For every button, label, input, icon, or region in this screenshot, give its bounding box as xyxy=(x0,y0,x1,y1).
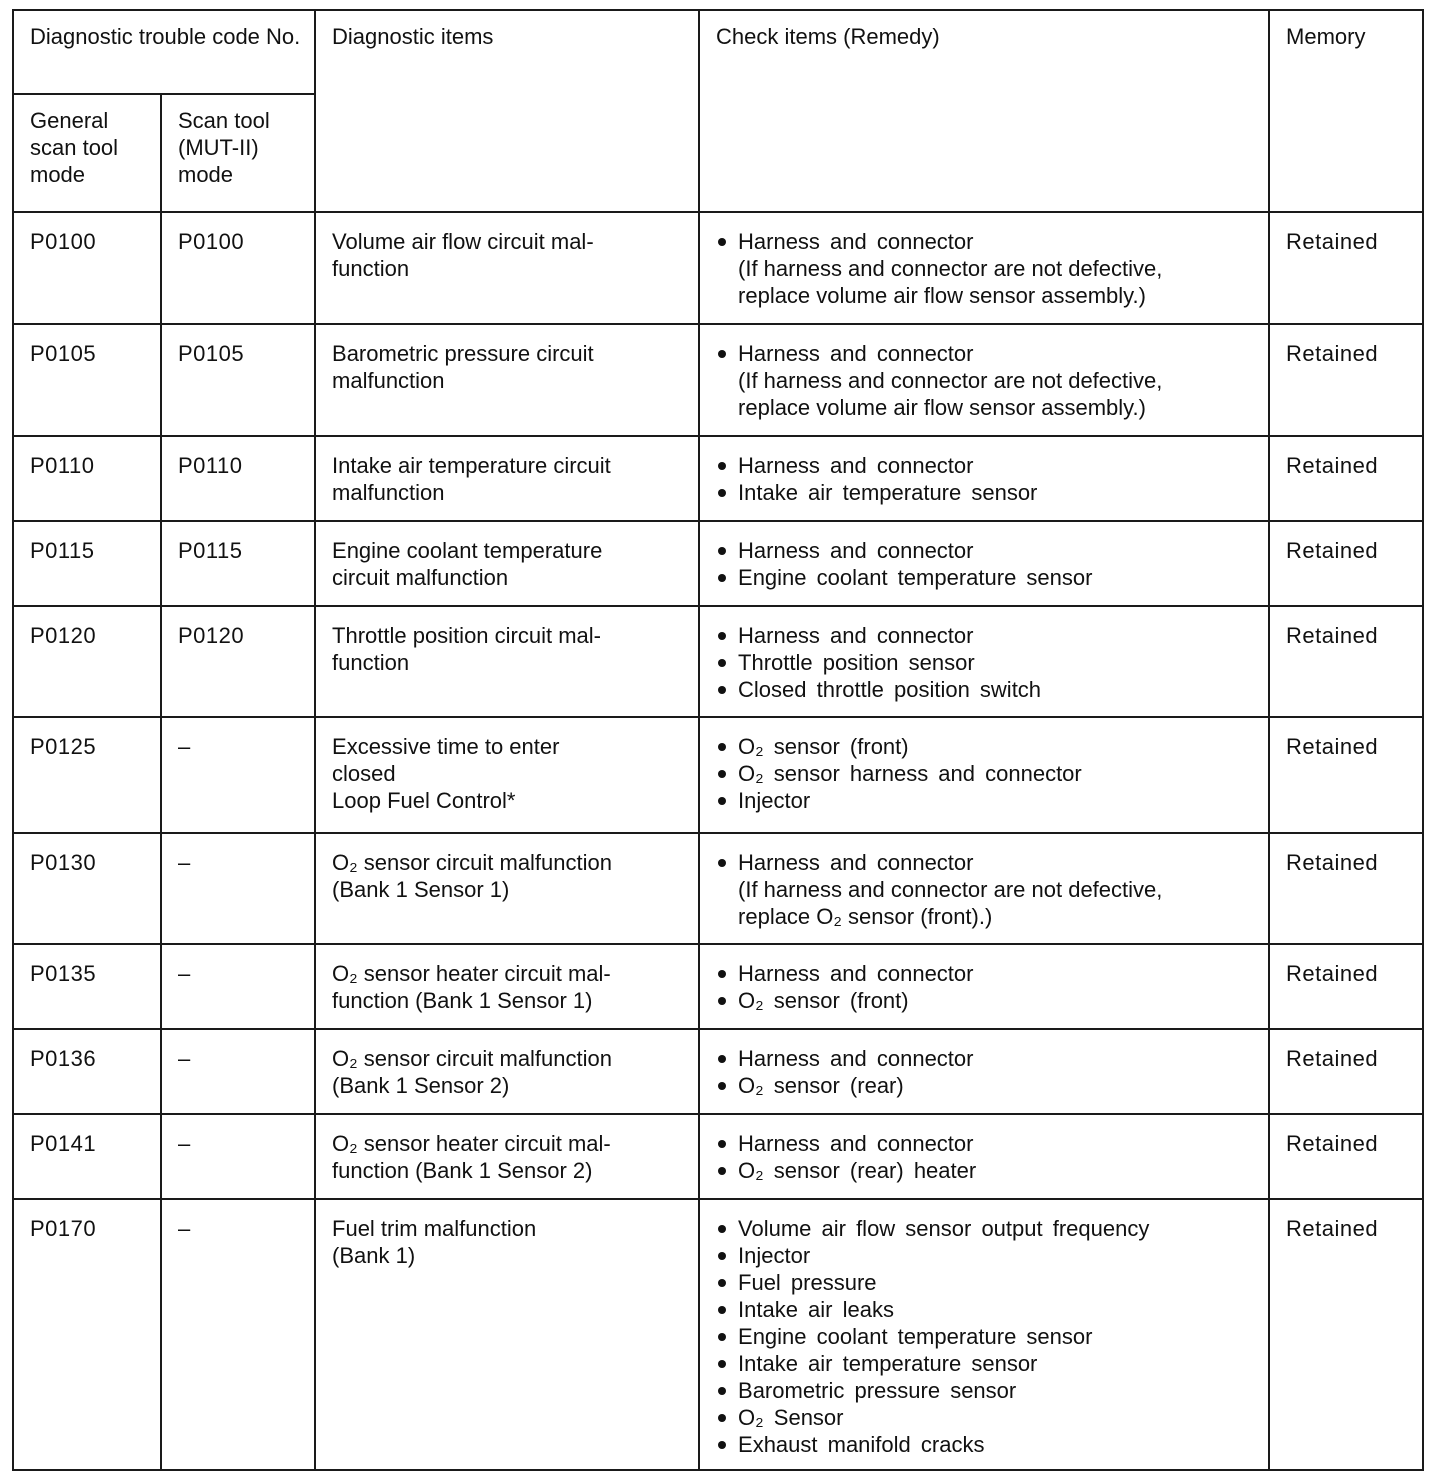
header-diagnostic-items: Diagnostic items xyxy=(315,10,699,212)
memory-cell: Retained xyxy=(1269,1114,1423,1199)
table-row xyxy=(13,833,1423,944)
remedy-note: (If harness and connector are not defective, xyxy=(738,256,1163,281)
general-code-cell: P0100 xyxy=(13,212,161,324)
check-item: Harness and connector xyxy=(716,340,1256,367)
dtc-table xyxy=(12,9,1424,1471)
check-items-list xyxy=(716,340,1256,367)
memory-cell: Retained xyxy=(1269,212,1423,324)
table-row xyxy=(13,717,1423,833)
diagnostic-item-line: Fuel trim malfunction xyxy=(332,1216,537,1241)
scan-code-cell: – xyxy=(161,1199,315,1470)
scan-code-cell: P0120 xyxy=(161,606,315,717)
check-item: O₂ Sensor xyxy=(716,1404,1256,1431)
check-items-list xyxy=(716,960,1256,1014)
check-item: Harness and connector xyxy=(716,622,1256,649)
scan-code-cell: – xyxy=(161,944,315,1029)
diagnostic-item-cell xyxy=(315,1199,699,1470)
dtc-table-body xyxy=(13,212,1423,1470)
table-row xyxy=(13,1199,1423,1470)
scan-code-cell: – xyxy=(161,1029,315,1114)
diagnostic-item-cell xyxy=(315,324,699,436)
check-items-list xyxy=(716,1045,1256,1099)
scan-code-cell: P0105 xyxy=(161,324,315,436)
diagnostic-item-cell xyxy=(315,717,699,833)
diagnostic-item-line: closed xyxy=(332,761,396,786)
header-general-scan-tool-mode: General scan tool mode xyxy=(13,94,161,212)
diagnostic-item-cell xyxy=(315,212,699,324)
check-item: Harness and connector xyxy=(716,1130,1256,1157)
general-code-cell: P0136 xyxy=(13,1029,161,1114)
diagnostic-item-line: Excessive time to enter xyxy=(332,734,560,759)
check-items-list xyxy=(716,1130,1256,1184)
diagnostic-item-line: O₂ sensor heater circuit mal- xyxy=(332,961,611,986)
check-items-list xyxy=(716,228,1256,255)
diagnostic-item-cell xyxy=(315,436,699,521)
diagnostic-item-cell xyxy=(315,606,699,717)
diagnostic-item-line: Volume air flow circuit mal- xyxy=(332,229,594,254)
diagnostic-item-cell xyxy=(315,944,699,1029)
check-item: Harness and connector xyxy=(716,537,1256,564)
diagnostic-item-line: malfunction xyxy=(332,368,445,393)
scan-code-cell: P0100 xyxy=(161,212,315,324)
memory-cell: Retained xyxy=(1269,606,1423,717)
memory-cell: Retained xyxy=(1269,1029,1423,1114)
remedy-note: replace O₂ sensor (front).) xyxy=(738,904,993,929)
check-items-list xyxy=(716,537,1256,591)
diagnostic-item-line: Throttle position circuit mal- xyxy=(332,623,601,648)
diagnostic-item-line: O₂ sensor heater circuit mal- xyxy=(332,1131,611,1156)
general-code-cell: P0120 xyxy=(13,606,161,717)
table-row xyxy=(13,944,1423,1029)
header-memory: Memory xyxy=(1269,10,1423,212)
check-item: O₂ sensor (front) xyxy=(716,987,1256,1014)
diagnostic-item-line: (Bank 1) xyxy=(332,1243,416,1268)
memory-cell: Retained xyxy=(1269,521,1423,606)
check-item: Harness and connector xyxy=(716,849,1256,876)
check-item: Exhaust manifold cracks xyxy=(716,1431,1256,1458)
table-row xyxy=(13,324,1423,436)
header-dtc-group: Diagnostic trouble code No. xyxy=(13,10,315,94)
diagnostic-item-cell xyxy=(315,521,699,606)
check-items-cell xyxy=(699,212,1269,324)
check-item: Closed throttle position switch xyxy=(716,676,1256,703)
scan-code-cell: – xyxy=(161,717,315,833)
check-items-cell xyxy=(699,436,1269,521)
check-items-cell xyxy=(699,521,1269,606)
remedy-note: replace volume air flow sensor assembly.) xyxy=(738,395,1146,420)
check-item: O₂ sensor (rear) xyxy=(716,1072,1256,1099)
table-row xyxy=(13,436,1423,521)
check-item: Injector xyxy=(716,1242,1256,1269)
check-item: Engine coolant temperature sensor xyxy=(716,1323,1256,1350)
diagnostic-item-line: function (Bank 1 Sensor 1) xyxy=(332,988,593,1013)
diagnostic-item-line: circuit malfunction xyxy=(332,565,509,590)
check-items-list xyxy=(716,849,1256,876)
table-row xyxy=(13,1114,1423,1199)
remedy-note: (If harness and connector are not defective, xyxy=(738,368,1163,393)
diagnostic-item-line: Loop Fuel Control* xyxy=(332,788,516,813)
check-items-list xyxy=(716,452,1256,506)
check-item: Harness and connector xyxy=(716,1045,1256,1072)
general-code-cell: P0135 xyxy=(13,944,161,1029)
scan-code-cell: P0115 xyxy=(161,521,315,606)
check-item: Harness and connector xyxy=(716,452,1256,479)
general-code-cell: P0110 xyxy=(13,436,161,521)
check-items-cell xyxy=(699,324,1269,436)
diagnostic-item-line: function xyxy=(332,650,410,675)
check-items-cell xyxy=(699,606,1269,717)
check-items-list xyxy=(716,1215,1256,1458)
memory-cell: Retained xyxy=(1269,436,1423,521)
general-code-cell: P0130 xyxy=(13,833,161,944)
check-items-cell xyxy=(699,1114,1269,1199)
diagnostic-item-line: O₂ sensor circuit malfunction xyxy=(332,850,612,875)
check-item: Fuel pressure xyxy=(716,1269,1256,1296)
diagnostic-item-line: Engine coolant temperature xyxy=(332,538,603,563)
memory-cell: Retained xyxy=(1269,833,1423,944)
check-item: Injector xyxy=(716,787,1256,814)
diagnostic-item-line: Intake air temperature circuit xyxy=(332,453,611,478)
header-scan-tool-mode: Scan tool (MUT-II) mode xyxy=(161,94,315,212)
check-items-cell xyxy=(699,833,1269,944)
check-item: O₂ sensor (rear) heater xyxy=(716,1157,1256,1184)
memory-cell: Retained xyxy=(1269,324,1423,436)
scan-code-cell: P0110 xyxy=(161,436,315,521)
check-item: O₂ sensor (front) xyxy=(716,733,1256,760)
general-code-cell: P0105 xyxy=(13,324,161,436)
check-item: Intake air temperature sensor xyxy=(716,479,1256,506)
diagnostic-item-cell xyxy=(315,1029,699,1114)
check-item: O₂ sensor harness and connector xyxy=(716,760,1256,787)
check-item: Harness and connector xyxy=(716,960,1256,987)
check-item: Harness and connector xyxy=(716,228,1256,255)
diagnostic-item-line: (Bank 1 Sensor 1) xyxy=(332,877,510,902)
header-row-top xyxy=(13,10,1423,94)
remedy-note: replace volume air flow sensor assembly.) xyxy=(738,283,1146,308)
diagnostic-item-line: function xyxy=(332,256,410,281)
check-item: Intake air leaks xyxy=(716,1296,1256,1323)
remedy-note: (If harness and connector are not defective, xyxy=(738,877,1163,902)
table-row xyxy=(13,606,1423,717)
diagnostic-item-cell xyxy=(315,833,699,944)
scan-code-cell: – xyxy=(161,833,315,944)
check-items-cell xyxy=(699,1029,1269,1114)
general-code-cell: P0141 xyxy=(13,1114,161,1199)
check-items-cell xyxy=(699,717,1269,833)
memory-cell: Retained xyxy=(1269,1199,1423,1470)
check-items-cell xyxy=(699,1199,1269,1470)
header-check-items: Check items (Remedy) xyxy=(699,10,1269,212)
check-item: Intake air temperature sensor xyxy=(716,1350,1256,1377)
check-items-list xyxy=(716,622,1256,703)
check-item: Barometric pressure sensor xyxy=(716,1377,1256,1404)
scan-code-cell: – xyxy=(161,1114,315,1199)
check-item: Engine coolant temperature sensor xyxy=(716,564,1256,591)
check-items-list xyxy=(716,733,1256,814)
diagnostic-item-line: (Bank 1 Sensor 2) xyxy=(332,1073,510,1098)
diagnostic-item-line: O₂ sensor circuit malfunction xyxy=(332,1046,612,1071)
table-row xyxy=(13,1029,1423,1114)
general-code-cell: P0170 xyxy=(13,1199,161,1470)
table-row xyxy=(13,212,1423,324)
general-code-cell: P0115 xyxy=(13,521,161,606)
check-item: Throttle position sensor xyxy=(716,649,1256,676)
diagnostic-item-line: function (Bank 1 Sensor 2) xyxy=(332,1158,593,1183)
general-code-cell: P0125 xyxy=(13,717,161,833)
check-items-cell xyxy=(699,944,1269,1029)
diagnostic-item-line: Barometric pressure circuit xyxy=(332,341,594,366)
diagnostic-item-cell xyxy=(315,1114,699,1199)
diagnostic-item-line: malfunction xyxy=(332,480,445,505)
check-item: Volume air flow sensor output frequency xyxy=(716,1215,1256,1242)
memory-cell: Retained xyxy=(1269,717,1423,833)
table-row xyxy=(13,521,1423,606)
memory-cell: Retained xyxy=(1269,944,1423,1029)
